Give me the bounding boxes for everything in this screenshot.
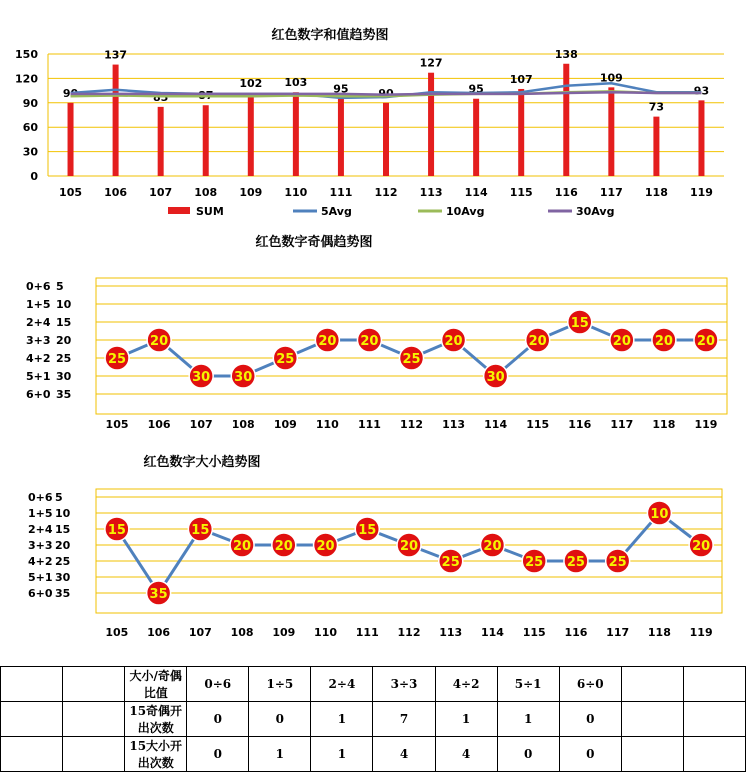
table-cell: 3÷3 [373, 667, 435, 702]
x-tick-label: 108 [231, 418, 255, 431]
y-tick-label: 120 [15, 72, 38, 86]
y-tick-label: 4+2 [26, 352, 51, 365]
table-cell: 7 [373, 702, 435, 737]
y-tick-label: 6+0 [28, 587, 53, 600]
bar-value-label: 103 [284, 76, 308, 90]
x-tick-label: 108 [194, 186, 218, 199]
marker-value-label: 30 [486, 370, 505, 385]
x-tick-label: 114 [480, 626, 504, 639]
y-tick-label: 4+2 [28, 555, 53, 568]
row-label: 15奇偶开出次数 [125, 702, 187, 737]
x-tick-label: 109 [272, 626, 296, 639]
blank-cell [683, 737, 745, 772]
sum-bar [383, 103, 389, 176]
x-tick-label: 107 [189, 418, 213, 431]
x-tick-label: 118 [652, 418, 676, 431]
y-tick-label: 150 [15, 48, 38, 61]
x-tick-label: 111 [355, 626, 379, 639]
marker-value-label: 25 [608, 555, 627, 570]
bar-value-label: 109 [599, 71, 623, 85]
bar-value-label: 95 [333, 82, 349, 96]
marker-value-label: 15 [358, 523, 377, 538]
x-tick-label: 105 [105, 626, 129, 639]
chart-title: 红色数字大小趋势图 [143, 455, 261, 470]
marker-value-label: 20 [692, 539, 711, 554]
x-tick-label: 109 [273, 418, 297, 431]
sum-bar [518, 89, 524, 176]
sum-bar [158, 107, 164, 176]
legend-label: 10Avg [446, 205, 485, 218]
x-tick-label: 112 [400, 418, 423, 431]
marker-value-label: 20 [274, 539, 293, 554]
y-tick-value: 5 [55, 491, 63, 504]
x-tick-label: 110 [284, 186, 308, 199]
y-tick-label: 0+6 [28, 491, 53, 504]
y-tick-value: 5 [56, 280, 64, 293]
x-tick-label: 119 [694, 418, 718, 431]
x-tick-label: 118 [644, 186, 668, 199]
marker-value-label: 20 [528, 334, 547, 349]
bar-value-label: 90 [378, 86, 394, 100]
marker-value-label: 15 [570, 316, 589, 331]
marker-value-label: 20 [483, 539, 502, 554]
table-cell: 0 [249, 702, 311, 737]
legend-swatch [168, 207, 190, 214]
y-tick-value: 10 [56, 298, 72, 311]
table-cell: 6÷0 [559, 667, 621, 702]
table-cell: 0÷6 [187, 667, 249, 702]
chart-title: 红色数字奇偶趋势图 [255, 235, 373, 250]
sum-bar [428, 73, 434, 176]
y-tick-value: 15 [55, 523, 71, 536]
table-row [1, 667, 746, 702]
bar-value-label: 138 [554, 47, 578, 61]
legend-label: 5Avg [321, 205, 352, 218]
sum-bar [473, 99, 479, 176]
y-tick-value: 30 [56, 370, 72, 383]
chart-title: 红色数字和值趋势图 [271, 28, 389, 43]
marker-value-label: 20 [318, 334, 337, 349]
y-tick-value: 20 [55, 539, 71, 552]
marker-value-label: 20 [444, 334, 463, 349]
stats-table [0, 666, 746, 772]
x-tick-label: 113 [442, 418, 466, 431]
marker-value-label: 20 [399, 539, 419, 554]
bar-value-label: 93 [693, 84, 710, 98]
table-cell: 1 [311, 737, 373, 772]
sum-bar [68, 103, 74, 176]
y-tick-value: 25 [55, 555, 71, 568]
y-tick-label: 0+6 [26, 280, 51, 293]
big-small-trend-chart [0, 440, 747, 666]
marker-value-label: 25 [402, 352, 421, 367]
x-tick-label: 116 [554, 186, 578, 199]
row-label: 大小/奇偶比值 [125, 667, 187, 702]
y-tick-label: 6+0 [26, 388, 51, 401]
legend-label: 30Avg [576, 205, 615, 218]
table-cell: 0 [187, 737, 249, 772]
y-tick-label: 5+1 [26, 370, 51, 383]
x-tick-label: 108 [230, 626, 254, 639]
sum-bar [563, 64, 569, 176]
blank-cell [63, 737, 125, 772]
x-tick-label: 110 [314, 626, 338, 639]
x-tick-label: 110 [315, 418, 339, 431]
x-tick-label: 118 [647, 626, 671, 639]
marker-value-label: 30 [234, 370, 253, 385]
y-tick-label: 2+4 [26, 316, 51, 329]
x-tick-label: 117 [599, 186, 623, 199]
marker-value-label: 20 [360, 334, 379, 349]
table-cell: 4÷2 [435, 667, 497, 702]
y-tick-value: 15 [56, 316, 72, 329]
sum-trend-chart [0, 0, 747, 226]
x-tick-label: 107 [149, 186, 173, 199]
bar-value-label: 73 [648, 100, 665, 114]
x-tick-label: 113 [419, 186, 443, 199]
table-cell: 1 [311, 702, 373, 737]
blank-cell [1, 737, 63, 772]
y-tick-label: 5+1 [28, 571, 53, 584]
y-tick-label: 2+4 [28, 523, 53, 536]
x-tick-label: 116 [568, 418, 592, 431]
x-tick-label: 116 [564, 626, 588, 639]
x-tick-label: 112 [397, 626, 421, 639]
marker-value-label: 10 [650, 507, 669, 522]
table-cell: 1÷5 [249, 667, 311, 702]
table-row [1, 702, 746, 737]
table-row [1, 737, 746, 772]
table-cell: 0 [559, 702, 621, 737]
x-tick-label: 115 [526, 418, 550, 431]
marker-value-label: 15 [191, 523, 210, 538]
x-tick-label: 115 [522, 626, 546, 639]
y-tick-value: 35 [55, 587, 71, 600]
sum-bar [698, 100, 704, 176]
blank-cell [621, 702, 683, 737]
x-tick-label: 117 [606, 626, 630, 639]
marker-value-label: 30 [192, 370, 211, 385]
marker-value-label: 25 [107, 352, 127, 367]
marker-value-label: 20 [233, 539, 252, 554]
odd-even-trend-chart [0, 226, 747, 440]
x-tick-label: 114 [484, 418, 508, 431]
y-tick-label: 1+5 [28, 507, 53, 520]
sum-bar [338, 99, 344, 176]
bar-value-label: 90 [62, 86, 79, 100]
x-tick-label: 114 [464, 186, 488, 199]
sum-bar [203, 105, 209, 176]
marker-value-label: 25 [525, 555, 544, 570]
x-tick-label: 109 [239, 186, 263, 199]
y-tick-label: 1+5 [26, 298, 51, 311]
x-tick-label: 106 [147, 418, 171, 431]
table-cell: 0 [187, 702, 249, 737]
x-tick-label: 113 [439, 626, 463, 639]
y-tick-value: 10 [55, 507, 71, 520]
x-tick-label: 105 [105, 418, 129, 431]
x-tick-label: 112 [374, 186, 398, 199]
x-tick-label: 111 [357, 418, 381, 431]
x-tick-label: 106 [147, 626, 171, 639]
x-tick-label: 119 [689, 626, 713, 639]
y-tick-label: 3+3 [26, 334, 51, 347]
sum-bar [248, 93, 254, 176]
blank-cell [63, 702, 125, 737]
x-tick-label: 115 [509, 186, 533, 199]
marker-value-label: 15 [107, 523, 126, 538]
y-tick-value: 25 [56, 352, 72, 365]
bar-value-label: 87 [198, 89, 214, 103]
blank-cell [621, 667, 683, 702]
x-tick-label: 106 [104, 186, 128, 199]
table-cell: 4 [435, 737, 497, 772]
blank-cell [683, 667, 745, 702]
y-tick-label: 30 [22, 145, 38, 159]
bar-value-label: 137 [104, 48, 128, 62]
marker-value-label: 20 [654, 334, 673, 349]
y-tick-label: 90 [22, 96, 38, 110]
blank-cell [621, 737, 683, 772]
marker-value-label: 25 [276, 352, 295, 367]
marker-value-label: 35 [149, 587, 168, 602]
x-tick-label: 119 [689, 186, 713, 199]
blank-cell [683, 702, 745, 737]
table-cell: 2÷4 [311, 667, 373, 702]
x-tick-label: 117 [610, 418, 634, 431]
table-cell: 0 [559, 737, 621, 772]
x-tick-label: 107 [188, 626, 212, 639]
bar-value-label: 95 [468, 82, 484, 96]
sum-bar [293, 92, 299, 176]
bar-value-label: 102 [239, 77, 263, 91]
y-tick-label: 3+3 [28, 539, 53, 552]
bar-value-label: 107 [509, 72, 533, 86]
table-cell: 5÷1 [497, 667, 559, 702]
table-cell: 1 [249, 737, 311, 772]
x-tick-label: 105 [59, 186, 83, 199]
blank-cell [1, 702, 63, 737]
x-tick-label: 111 [329, 186, 353, 199]
marker-value-label: 20 [150, 334, 169, 349]
marker-value-label: 25 [566, 555, 585, 570]
table-cell: 1 [435, 702, 497, 737]
table-cell: 1 [497, 702, 559, 737]
legend-label: SUM [196, 205, 224, 218]
row-label: 15大小开出次数 [125, 737, 187, 772]
marker-value-label: 20 [316, 539, 335, 554]
bar-value-label: 85 [153, 90, 169, 104]
blank-cell [1, 667, 63, 702]
blank-cell [63, 667, 125, 702]
marker-value-label: 20 [612, 334, 631, 349]
y-tick-label: 60 [22, 121, 38, 135]
marker-value-label: 20 [696, 334, 716, 349]
y-tick-value: 35 [56, 388, 72, 401]
sum-bar [653, 117, 659, 176]
y-tick-value: 30 [55, 571, 71, 584]
table-cell: 4 [373, 737, 435, 772]
table-cell: 0 [497, 737, 559, 772]
bar-value-label: 127 [419, 56, 443, 70]
sum-bar [608, 87, 614, 176]
y-tick-value: 20 [56, 334, 72, 347]
y-tick-label: 0 [30, 170, 38, 183]
sum-bar [113, 65, 119, 176]
marker-value-label: 25 [441, 555, 460, 570]
